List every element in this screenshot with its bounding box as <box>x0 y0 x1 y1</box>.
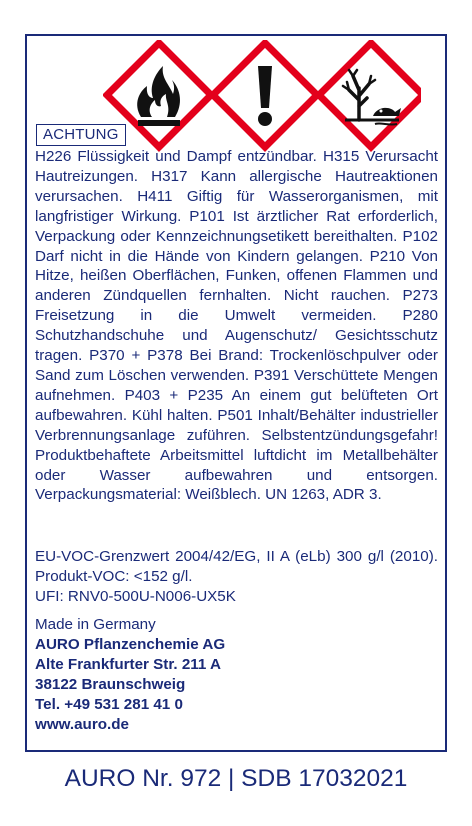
product-number-footer: AURO Nr. 972 | SDB 17032021 <box>64 765 408 792</box>
exclamation-mark-icon <box>213 43 317 147</box>
manufacturer-street: Alte Frankfurter Str. 211 A <box>35 656 221 673</box>
manufacturer-website: www.auro.de <box>35 716 129 733</box>
manufacturer-city: 38122 Braunschweig <box>35 676 186 693</box>
hazard-statements: H226 Flüssigkeit und Dampf entzündbar. H315 Verursacht Hautreizungen. H317 Kann allergische Hautreaktionen verursachen. H411 Giftig für Wasserorganismen, mit langfristiger Wirkung. P101 Ist ärztlicher Rat erforderlich, Verpackung oder Kennzeichnungsetikett bereithalten. P102 Darf nicht in die Hände von Kindern gelangen. P210 Von Hitze, heißen Oberflächen, Funken, offenen Flammen und anderen Zündquellen fernhalten. Nicht rauchen. P273 Freisetzung in die Umwelt vermeiden. P280 Schutzhandschuhe und Augenschutz/ Gesichtsschutz tragen. P370 + P378 Bei Brand: Trockenlöschpulver oder Sand zum Löschen verwenden. P391 Verschüttete Mengen aufnehmen. P403 + P235 An einem gut belüfteten Ort aufbewahren. Kühl halten. P501 Inhalt/Behälter industrieller Verbrennungsanlage zuführen. Selbstentzündungsgefahr! Produktbehaftete Arbeitsmittel luftdicht im Metallbehälter oder Wasser aufbewahren und entsorgen. Verpackungsmaterial: Weißblech. UN 1263, ADR 3. <box>35 148 438 504</box>
ghs-pictograms <box>103 40 421 152</box>
manufacturer-name: AURO Pflanzenchemie AG <box>35 636 226 653</box>
manufacturer-address <box>35 635 225 735</box>
made-in: Made in Germany <box>35 616 156 633</box>
voc-info: EU-VOC-Grenzwert 2004/42/EG, II A (eLb) 300 g/l (2010). Produkt-VOC: <152 g/l. UFI: RNV0-500U-N006-UX5K <box>35 548 438 605</box>
environment-icon <box>319 43 421 147</box>
signal-word: ACHTUNG <box>36 124 126 146</box>
manufacturer-phone: Tel. +49 531 281 41 0 <box>35 696 183 713</box>
